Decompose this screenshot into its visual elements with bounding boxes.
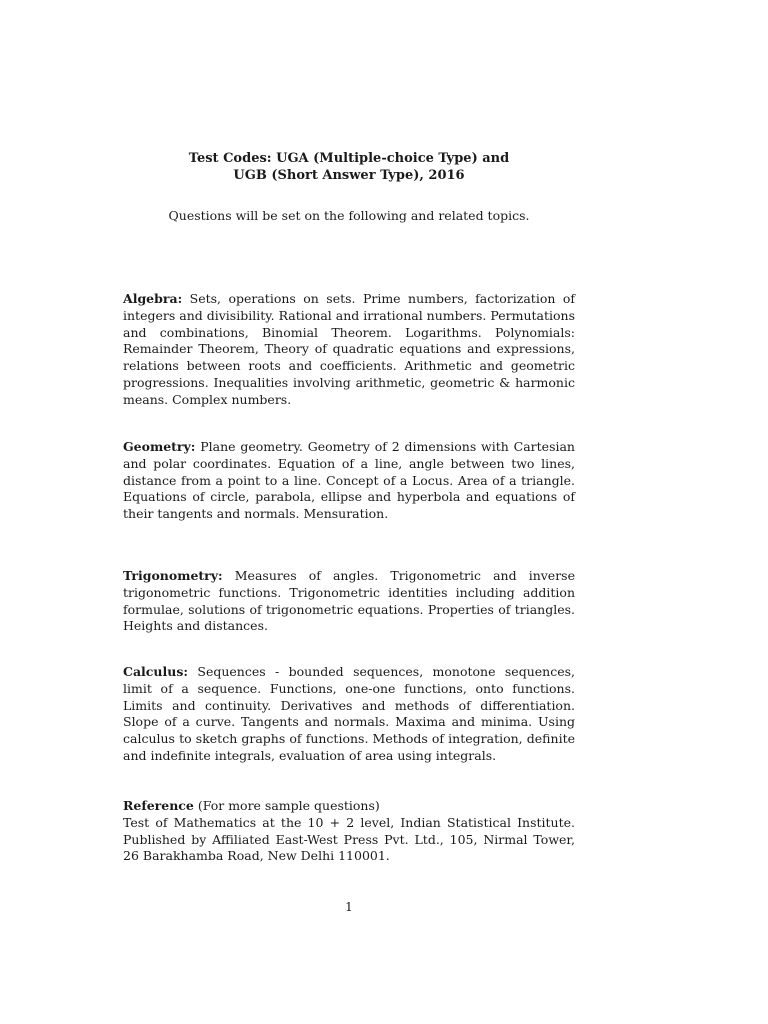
section-heading-algebra: Algebra: — [123, 291, 183, 306]
section-text-trigonometry: Measures of angles. Trigonometric and inverse trigonometric functions. Trigonometric identities including addition formulae, solutions of trigonometric equations. Properties of triangles. Heights and distances. — [123, 568, 575, 634]
section-algebra — [123, 291, 575, 409]
page-number: 1 — [345, 900, 353, 914]
intro-text: Questions will be set on the following and related topics. — [168, 208, 530, 223]
title-line-1: Test Codes: UGA (Multiple-choice Type) and — [188, 151, 510, 166]
document-title — [123, 150, 575, 184]
section-text-calculus: Sequences - bounded sequences, monotone sequences, limit of a sequence. Functions, one-one functions, onto functions. Limits and continuity. Derivatives and methods of differentiation. Slope of a curve. Tangents and normals. Maxima and minima. Using calculus to sketch graphs of functions. Methods of integration, definite and indefinite integrals, evaluation of area using integrals. — [123, 664, 575, 763]
section-text-geometry: Plane geometry. Geometry of 2 dimensions with Cartesian and polar coordinates. Equation of a line, angle between two lines, distance from a point to a line. Concept of a Locus. Area of a triangle. Equations of circle, parabola, ellipse and hyperbola and equations of their tangents and normals. Mensuration. — [123, 439, 575, 522]
section-text-reference: Test of Mathematics at the 10 + 2 level, Indian Statistical Institute. Published by Affiliated East-West Press Pvt. Ltd., 105, Nirmal Tower, 26 Barakhamba Road, New Delhi 110001. — [123, 814, 575, 864]
section-geometry — [123, 439, 575, 523]
section-heading-trigonometry: Trigonometry: — [123, 568, 223, 583]
section-reference — [123, 798, 575, 865]
section-heading-reference: Reference — [123, 798, 194, 813]
section-heading-calculus: Calculus: — [123, 664, 188, 679]
section-heading-geometry: Geometry: — [123, 439, 196, 454]
section-note-reference: (For more sample questions) — [197, 798, 380, 813]
title-line-2: UGB (Short Answer Type), 2016 — [233, 168, 465, 183]
section-trigonometry — [123, 568, 575, 635]
section-calculus — [123, 664, 575, 765]
section-text-algebra: Sets, operations on sets. Prime numbers, factorization of integers and divisibility. Rational and irrational numbers. Permutations and combinations, Binomial Theorem. Logarithms. Polynomials: Remainder Theorem, Theory of quadratic equations and expressions, relations between roots and coefficients. Arithmetic and geometric progressions. Inequalities involving arithmetic, geometric & harmonic means. Complex numbers. — [123, 291, 575, 407]
